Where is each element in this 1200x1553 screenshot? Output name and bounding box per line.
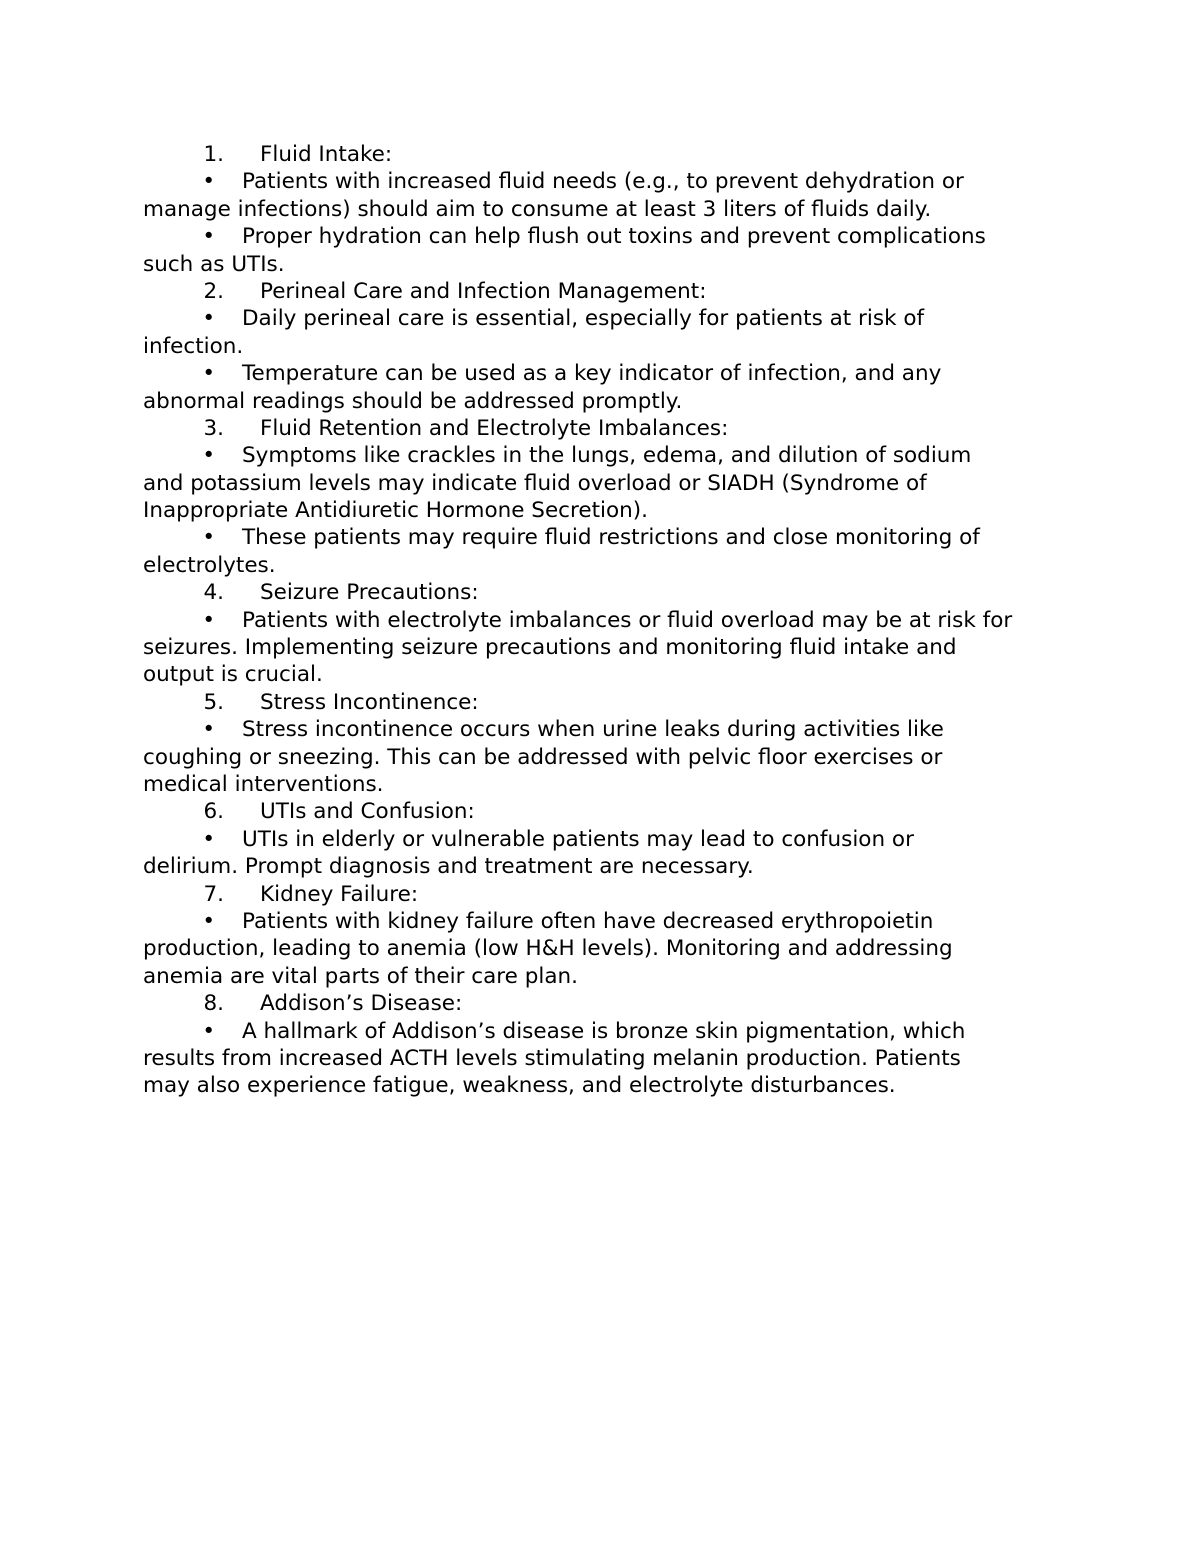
bullet-icon: • xyxy=(202,306,215,332)
section-heading xyxy=(143,579,1073,606)
bullet-text: such as UTIs. xyxy=(143,251,285,277)
bullet-first-line xyxy=(143,360,1073,387)
bullet-first-line xyxy=(143,1018,1073,1045)
bullet-icon: • xyxy=(202,908,215,934)
list-section xyxy=(143,798,1073,880)
list-number: 4. xyxy=(203,580,224,606)
bullet-icon: • xyxy=(202,826,215,852)
bullet-continuation-line xyxy=(143,771,1073,798)
bullet-first-line xyxy=(143,908,1073,935)
bullet-continuation-line xyxy=(143,497,1073,524)
bullet-first-line xyxy=(143,223,1073,250)
bullet-text: Patients with increased fluid needs (e.g., to prevent dehydration or xyxy=(242,169,964,195)
list-section xyxy=(143,415,1073,579)
bullet-continuation-line xyxy=(143,552,1073,579)
bullet-item xyxy=(143,607,1073,689)
bullet-item xyxy=(143,168,1073,223)
bullet-text: output is crucial. xyxy=(143,662,323,688)
bullet-icon: • xyxy=(202,525,215,551)
bullet-icon: • xyxy=(202,1018,215,1044)
bullet-text: and potassium levels may indicate fluid overload or SIADH (Syndrome of xyxy=(143,470,927,496)
document-body xyxy=(143,141,1073,1100)
bullet-continuation-line xyxy=(143,634,1073,661)
bullet-text: seizures. Implementing seizure precautions and monitoring fluid intake and xyxy=(143,635,957,661)
bullet-text: Symptoms like crackles in the lungs, edema, and dilution of sodium xyxy=(242,443,972,469)
bullet-text: medical interventions. xyxy=(143,771,384,797)
bullet-continuation-line xyxy=(143,935,1073,962)
bullet-first-line xyxy=(143,524,1073,551)
list-section xyxy=(143,278,1073,415)
bullet-item xyxy=(143,442,1073,524)
bullet-text: Stress incontinence occurs when urine leaks during activities like xyxy=(242,717,944,743)
list-section xyxy=(143,990,1073,1100)
bullet-text: manage infections) should aim to consume at least 3 liters of fluids daily. xyxy=(143,196,932,222)
bullet-text: Inappropriate Antidiuretic Hormone Secretion). xyxy=(143,498,648,524)
bullet-item xyxy=(143,716,1073,798)
section-heading xyxy=(143,881,1073,908)
bullet-text: coughing or sneezing. This can be addressed with pelvic floor exercises or xyxy=(143,744,943,770)
bullet-text: Patients with kidney failure often have decreased erythropoietin xyxy=(242,908,934,934)
bullet-continuation-line xyxy=(143,744,1073,771)
list-number: 5. xyxy=(203,689,224,715)
bullet-text: delirium. Prompt diagnosis and treatment are necessary. xyxy=(143,854,754,880)
section-heading-text: Addison’s Disease: xyxy=(260,991,463,1017)
section-heading-text: Seizure Precautions: xyxy=(260,580,479,606)
bullet-text: A hallmark of Addison’s disease is bronze skin pigmentation, which xyxy=(242,1018,966,1044)
list-number: 7. xyxy=(203,881,224,907)
section-heading-text: Stress Incontinence: xyxy=(260,689,479,715)
section-heading xyxy=(143,798,1073,825)
bullet-continuation-line xyxy=(143,470,1073,497)
bullet-text: results from increased ACTH levels stimulating melanin production. Patients xyxy=(143,1045,961,1071)
bullet-continuation-line xyxy=(143,196,1073,223)
bullet-item xyxy=(143,908,1073,990)
bullet-icon: • xyxy=(202,443,215,469)
section-heading-text: Fluid Retention and Electrolyte Imbalances: xyxy=(260,415,729,441)
section-heading xyxy=(143,278,1073,305)
bullet-first-line xyxy=(143,442,1073,469)
list-number: 3. xyxy=(203,415,224,441)
bullet-continuation-line xyxy=(143,333,1073,360)
bullet-continuation-line xyxy=(143,661,1073,688)
bullet-text: production, leading to anemia (low H&H levels). Monitoring and addressing xyxy=(143,936,953,962)
bullet-continuation-line xyxy=(143,963,1073,990)
bullet-text: anemia are vital parts of their care plan. xyxy=(143,963,578,989)
bullet-continuation-line xyxy=(143,1072,1073,1099)
bullet-continuation-line xyxy=(143,251,1073,278)
bullet-first-line xyxy=(143,168,1073,195)
section-heading-text: Perineal Care and Infection Management: xyxy=(260,278,707,304)
section-heading-text: UTIs and Confusion: xyxy=(260,799,475,825)
bullet-item xyxy=(143,1018,1073,1100)
list-number: 6. xyxy=(203,799,224,825)
section-heading-text: Kidney Failure: xyxy=(260,881,419,907)
bullet-text: Patients with electrolyte imbalances or fluid overload may be at risk for xyxy=(242,607,1013,633)
bullet-first-line xyxy=(143,607,1073,634)
bullet-text: infection. xyxy=(143,333,244,359)
list-section xyxy=(143,579,1073,689)
bullet-first-line xyxy=(143,716,1073,743)
section-heading xyxy=(143,415,1073,442)
bullet-text: may also experience fatigue, weakness, and electrolyte disturbances. xyxy=(143,1073,896,1099)
bullet-text: abnormal readings should be addressed promptly. xyxy=(143,388,683,414)
bullet-first-line xyxy=(143,826,1073,853)
list-number: 8. xyxy=(203,991,224,1017)
bullet-text: Daily perineal care is essential, especially for patients at risk of xyxy=(242,306,925,332)
bullet-icon: • xyxy=(202,607,215,633)
list-section xyxy=(143,881,1073,991)
bullet-item xyxy=(143,305,1073,360)
bullet-item xyxy=(143,524,1073,579)
bullet-icon: • xyxy=(202,717,215,743)
bullet-continuation-line xyxy=(143,1045,1073,1072)
bullet-text: electrolytes. xyxy=(143,552,276,578)
bullet-continuation-line xyxy=(143,853,1073,880)
bullet-text: Temperature can be used as a key indicator of infection, and any xyxy=(242,361,942,387)
list-number: 1. xyxy=(203,142,224,167)
bullet-item xyxy=(143,223,1073,278)
bullet-continuation-line xyxy=(143,388,1073,415)
section-heading xyxy=(143,141,1073,168)
list-section xyxy=(143,689,1073,799)
bullet-text: Proper hydration can help flush out toxins and prevent complications xyxy=(242,224,986,250)
bullet-item xyxy=(143,826,1073,881)
section-heading xyxy=(143,689,1073,716)
list-number: 2. xyxy=(203,278,224,304)
bullet-first-line xyxy=(143,305,1073,332)
bullet-text: These patients may require fluid restrictions and close monitoring of xyxy=(242,525,980,551)
bullet-icon: • xyxy=(202,169,215,195)
section-heading-text: Fluid Intake: xyxy=(260,142,393,167)
bullet-icon: • xyxy=(202,361,215,387)
bullet-item xyxy=(143,360,1073,415)
bullet-icon: • xyxy=(202,224,215,250)
list-section xyxy=(143,141,1073,278)
section-heading xyxy=(143,990,1073,1017)
bullet-text: UTIs in elderly or vulnerable patients may lead to confusion or xyxy=(242,826,914,852)
